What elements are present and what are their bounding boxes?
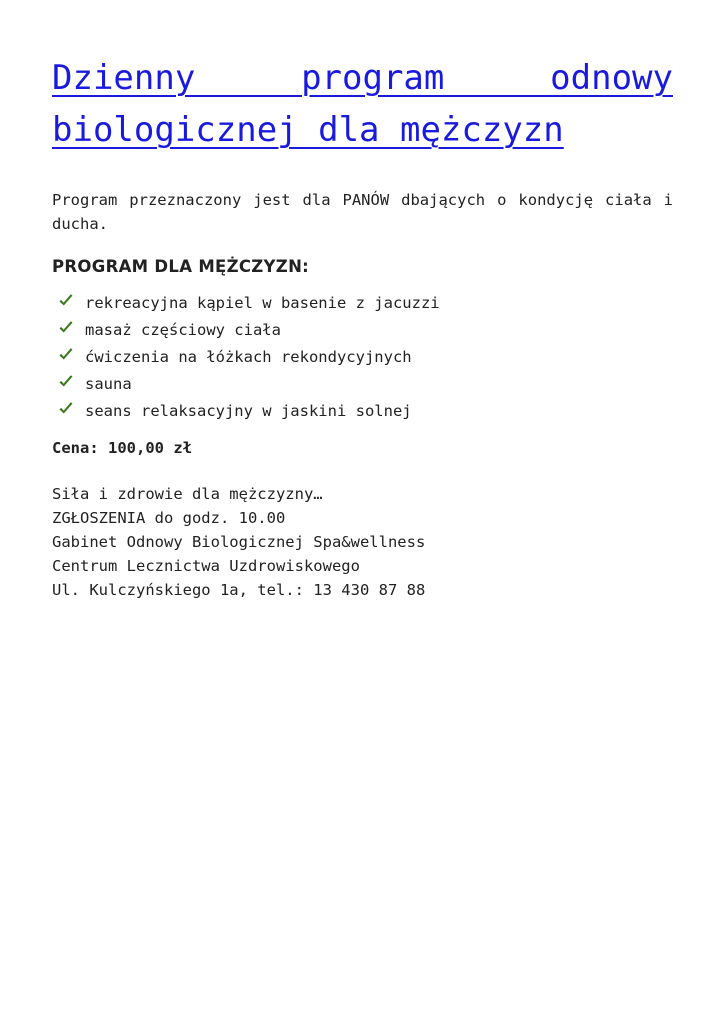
page-title bbox=[52, 52, 673, 156]
list-item-label: seans relaksacyjny w jaskini solnej bbox=[85, 402, 412, 420]
price: Cena: 100,00 zł bbox=[52, 439, 192, 457]
check-icon bbox=[58, 293, 74, 309]
check-icon bbox=[58, 374, 74, 390]
list-item bbox=[52, 399, 673, 426]
list-item-label: masaż częściowy ciała bbox=[85, 321, 281, 339]
list-item-label: sauna bbox=[85, 375, 132, 393]
list-item bbox=[52, 291, 673, 318]
registration-hours: ZGŁOSZENIA do godz. 10.00 bbox=[52, 509, 286, 527]
address-phone: Ul. Kulczyńskiego 1a, tel.: 13 430 87 88 bbox=[52, 581, 426, 599]
program-heading: PROGRAM DLA MĘŻCZYZN: bbox=[52, 257, 310, 276]
check-icon bbox=[58, 401, 74, 417]
list-item-label: rekreacyjna kąpiel w basenie z jacuzzi bbox=[85, 294, 440, 312]
program-list bbox=[52, 291, 673, 426]
clinic-name: Gabinet Odnowy Biologicznej Spa&wellness bbox=[52, 533, 426, 551]
list-item bbox=[52, 345, 673, 372]
center-name: Centrum Lecznictwa Uzdrowiskowego bbox=[52, 557, 360, 575]
check-icon bbox=[58, 347, 74, 363]
document-page bbox=[52, 52, 673, 602]
title-link[interactable]: Dzienny program odnowy biologicznej dla mężczyzn bbox=[52, 58, 673, 150]
list-item bbox=[52, 318, 673, 345]
contact-info bbox=[52, 482, 673, 602]
intro-paragraph: Program przeznaczony jest dla PANÓW dbających o kondycję ciała i ducha. bbox=[52, 191, 673, 233]
check-icon bbox=[58, 320, 74, 336]
list-item bbox=[52, 372, 673, 399]
slogan: Siła i zdrowie dla mężczyzny… bbox=[52, 485, 323, 503]
list-item-label: ćwiczenia na łóżkach rekondycyjnych bbox=[85, 348, 412, 366]
